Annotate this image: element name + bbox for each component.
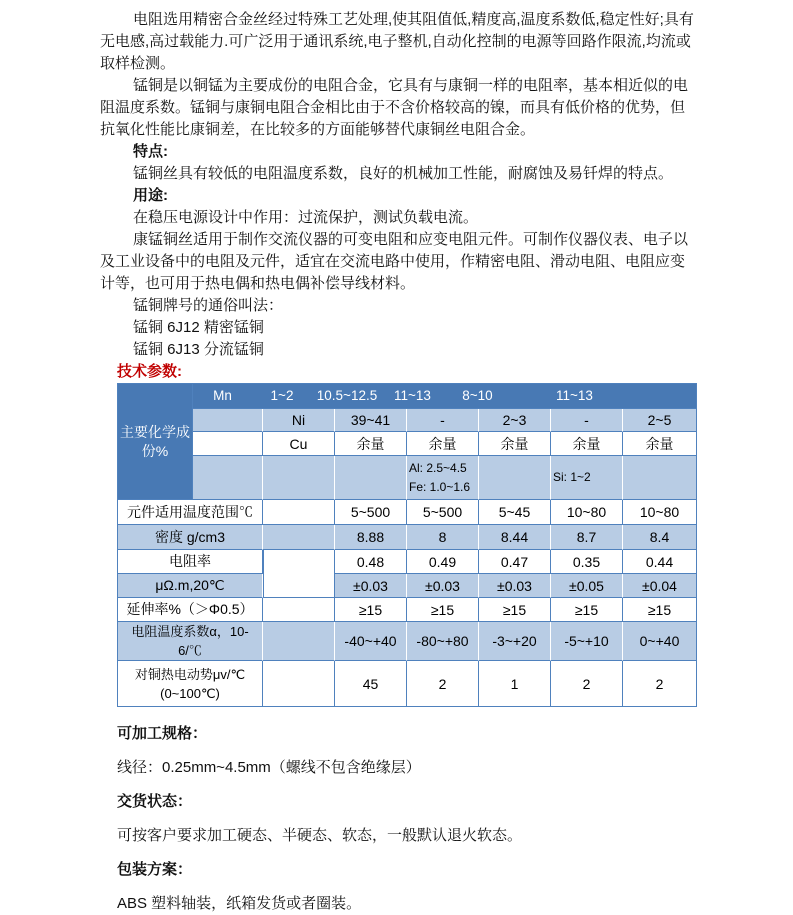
param-value-cell: 0.47 bbox=[479, 550, 551, 574]
element-label-cell bbox=[263, 456, 335, 500]
table-empty-cell bbox=[263, 622, 335, 661]
spec-body-machining: 线径：0.25mm~4.5mm（螺线不包含绝缘层） bbox=[117, 759, 421, 776]
param-label-cell: 对铜热电动势μv/℃ (0~100℃) bbox=[118, 661, 263, 706]
composition-value-cell: 余量 bbox=[335, 432, 407, 456]
param-value-cell: 10~80 bbox=[623, 500, 696, 525]
composition-value-cell: 2~3 bbox=[479, 409, 551, 432]
element-label-cell: Ni bbox=[263, 409, 335, 432]
table-empty-cell bbox=[263, 598, 335, 622]
composition-value-cell bbox=[479, 456, 551, 500]
param-value-cell: 8.4 bbox=[623, 525, 696, 550]
table-row bbox=[118, 409, 696, 432]
param-value-cell: ≥15 bbox=[551, 598, 623, 622]
table-row bbox=[118, 500, 696, 525]
table-corner-header: 主要化学成份% bbox=[118, 384, 193, 500]
param-label-cell: 延伸率%（＞Φ0.5） bbox=[118, 598, 263, 622]
param-value-cell: ≥15 bbox=[623, 598, 696, 622]
param-value-cell: 0.35 bbox=[551, 550, 623, 574]
param-value-cell: 8.7 bbox=[551, 525, 623, 550]
spec-sections bbox=[117, 723, 698, 915]
param-value-cell: ±0.03 bbox=[335, 574, 407, 598]
spec-heading-delivery: 交货状态： bbox=[117, 793, 193, 810]
param-value-cell: 0.44 bbox=[623, 550, 696, 574]
param-value-cell: ±0.04 bbox=[623, 574, 696, 598]
composition-value-cell bbox=[335, 456, 407, 500]
tech-params-table bbox=[117, 383, 697, 707]
param-label-cell: 密度 g/cm3 bbox=[118, 525, 263, 550]
element-label-cell: Cu bbox=[263, 432, 335, 456]
usage-paragraph: 康锰铜丝适用于制作交流仪器的可变电阻和应变电阻元件。可制作仪器仪表、电子以及工业设备中的电阻及元件，适宜在交流电路中使用，作精密电阻、滑动电阻、电阻应变计等，也可用于热电偶和热电偶补偿导线材料。 bbox=[100, 231, 689, 292]
table-row bbox=[118, 574, 696, 598]
tech-params-table-wrap bbox=[117, 383, 698, 707]
table-empty-cell bbox=[263, 661, 335, 706]
param-value-cell: ±0.03 bbox=[479, 574, 551, 598]
composition-value-cell: Al: 2.5~4.5 Fe: 1.0~1.6 bbox=[407, 456, 479, 500]
param-value-cell: 45 bbox=[335, 661, 407, 706]
usage-heading: 用途: bbox=[133, 187, 168, 204]
composition-value-cell: Si: 1~2 bbox=[551, 456, 623, 500]
table-header-cell: 10.5~12.5 bbox=[316, 388, 378, 403]
table-row bbox=[118, 550, 696, 574]
param-value-cell: 0.49 bbox=[407, 550, 479, 574]
param-label-cell: 电阻率 bbox=[118, 550, 263, 574]
param-value-cell: ±0.05 bbox=[551, 574, 623, 598]
table-row bbox=[118, 525, 696, 550]
param-value-cell: 8.44 bbox=[479, 525, 551, 550]
composition-value-cell: 2~5 bbox=[623, 409, 696, 432]
param-value-cell: ≥15 bbox=[479, 598, 551, 622]
table-header-cell: 1~2 bbox=[270, 388, 294, 403]
param-value-cell: ±0.03 bbox=[407, 574, 479, 598]
param-value-cell: 5~500 bbox=[407, 500, 479, 525]
spec-heading-packing: 包装方案： bbox=[117, 861, 193, 878]
document-body bbox=[100, 0, 698, 915]
table-empty-cell bbox=[263, 550, 335, 598]
tech-params-heading: 技术参数: bbox=[117, 363, 182, 380]
param-value-cell: 2 bbox=[407, 661, 479, 706]
param-value-cell: 8.88 bbox=[335, 525, 407, 550]
intro-paragraph: 电阻选用精密合金丝经过特殊工艺处理,使其阻值低,精度高,温度系数低,稳定性好;具有无电感,高过载能力.可广泛用于通讯系统,电子整机,自动化控制的电源等回路作限流,均流或取样检测。 bbox=[100, 11, 694, 72]
param-value-cell: 5~500 bbox=[335, 500, 407, 525]
table-row bbox=[118, 622, 696, 661]
table-header-cell: 8~10 bbox=[462, 388, 493, 403]
param-value-cell: 0~+40 bbox=[623, 622, 696, 661]
param-value-cell: ≥15 bbox=[407, 598, 479, 622]
intro-paragraph: 锰铜是以铜锰为主要成份的电阻合金，它具有与康铜一样的电阻率，基本相近似的电阻温度系数。锰铜与康铜电阻合金相比由于不含价格较高的镍，而具有低价格的优势，但抗氧化性能比康铜差，在比较多的方面能够替代康铜丝电阻合金。 bbox=[100, 77, 689, 138]
param-value-cell: -40~+40 bbox=[335, 622, 407, 661]
grade-names-intro: 锰铜牌号的通俗叫法： bbox=[133, 297, 284, 314]
param-value-cell: 2 bbox=[655, 675, 664, 692]
param-value-cell: -3~+20 bbox=[479, 622, 551, 661]
composition-value-cell: 余量 bbox=[623, 432, 696, 456]
param-value-cell: 1 bbox=[479, 661, 551, 706]
composition-value-cell: - bbox=[407, 409, 479, 432]
table-row bbox=[118, 598, 696, 622]
grade-name-item: 锰铜 6J13 分流锰铜 bbox=[133, 341, 264, 358]
composition-value-cell: 39~41 bbox=[335, 409, 407, 432]
table-row bbox=[118, 384, 696, 409]
table-empty-cell bbox=[193, 409, 263, 432]
param-value-cell: 0.48 bbox=[335, 550, 407, 574]
features-heading: 特点: bbox=[133, 143, 168, 160]
param-label-cell: μΩ.m,20℃ bbox=[118, 574, 263, 598]
table-top-header bbox=[193, 384, 696, 409]
param-value-cell: 10~80 bbox=[551, 500, 623, 525]
table-row bbox=[118, 661, 696, 706]
composition-value-cell bbox=[623, 456, 696, 500]
usage-paragraph: 在稳压电源设计中作用：过流保护，测试负载电流。 bbox=[133, 209, 479, 226]
table-header-cell: Mn bbox=[213, 388, 232, 403]
table-empty-cell bbox=[193, 456, 263, 500]
table-empty-cell bbox=[193, 432, 263, 456]
param-value-cell: ≥15 bbox=[335, 598, 407, 622]
features-paragraph: 锰铜丝具有较低的电阻温度系数，良好的机械加工性能，耐腐蚀及易钎焊的特点。 bbox=[133, 165, 674, 182]
spec-body-delivery: 可按客户要求加工硬态、半硬态、软态，一般默认退火软态。 bbox=[117, 827, 523, 844]
param-label-cell: 元件适用温度范围℃ bbox=[118, 500, 263, 525]
table-row bbox=[118, 432, 696, 456]
composition-value-cell: 余量 bbox=[551, 432, 623, 456]
composition-value-cell: - bbox=[551, 409, 623, 432]
composition-value-cell: 余量 bbox=[479, 432, 551, 456]
table-header-cell: 11~13 bbox=[556, 388, 593, 403]
grade-name-item: 锰铜 6J12 精密锰铜 bbox=[133, 319, 264, 336]
tech-table-body bbox=[118, 384, 696, 706]
composition-value-cell: 余量 bbox=[407, 432, 479, 456]
param-value-cell: -5~+10 bbox=[551, 622, 623, 661]
table-empty-cell bbox=[263, 500, 335, 525]
param-value-cell: 8 bbox=[407, 525, 479, 550]
table-empty-cell bbox=[263, 525, 335, 550]
spec-heading-machining: 可加工规格： bbox=[117, 725, 208, 742]
param-value-cell: 5~45 bbox=[479, 500, 551, 525]
table-header-cell: 11~13 bbox=[394, 388, 431, 403]
table-row bbox=[118, 456, 696, 500]
param-value-cell: -80~+80 bbox=[407, 622, 479, 661]
param-label-cell: 电阻温度系数α，10-6/℃ bbox=[118, 622, 263, 661]
param-value-cell: 2 bbox=[551, 661, 623, 706]
spec-body-packing: ABS 塑料轴装，纸箱发货或者圈装。 bbox=[117, 895, 362, 912]
table-header-flex bbox=[195, 385, 694, 407]
